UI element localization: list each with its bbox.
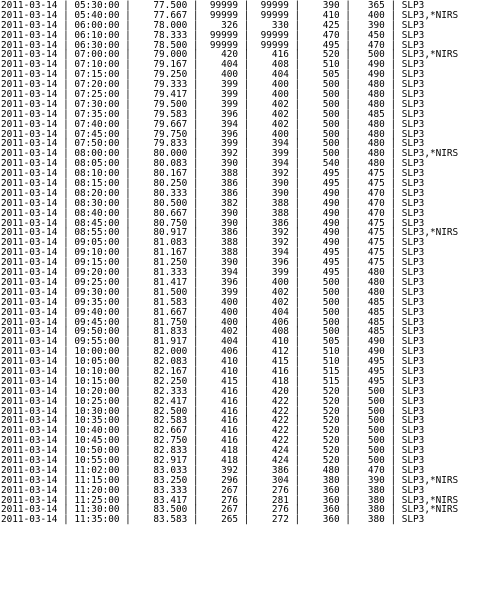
table-row: 2011-03-14 | 11:25:00 | 83.417 | 276 | 281 | 360 | 380 | SLP3,*NIRS — [1, 494, 459, 506]
table-row: 2011-03-14 | 11:15:00 | 83.250 | 296 | 304 | 380 | 390 | SLP3,*NIRS — [1, 474, 459, 486]
table-row: 2011-03-14 | 10:35:00 | 82.583 | 416 | 422 | 520 | 500 | SLP3 — [1, 415, 425, 427]
table-row: 2011-03-14 | 09:10:00 | 81.167 | 388 | 394 | 495 | 475 | SLP3 — [1, 247, 425, 259]
table-row: 2011-03-14 | 08:30:00 | 80.500 | 382 | 388 | 490 | 470 | SLP3 — [1, 197, 425, 209]
table-row: 2011-03-14 | 09:15:00 | 81.250 | 390 | 396 | 495 | 475 | SLP3 — [1, 257, 425, 269]
table-row: 2011-03-14 | 07:20:00 | 79.333 | 399 | 400 | 500 | 480 | SLP3 — [1, 79, 425, 91]
table-row: 2011-03-14 | 06:00:00 | 78.000 | 326 | 330 | 425 | 390 | SLP3 — [1, 19, 425, 31]
table-row: 2011-03-14 | 10:50:00 | 82.833 | 418 | 424 | 520 | 500 | SLP3 — [1, 445, 425, 457]
table-row: 2011-03-14 | 10:30:00 | 82.500 | 416 | 422 | 520 | 500 | SLP3 — [1, 405, 425, 417]
table-row: 2011-03-14 | 10:55:00 | 82.917 | 418 | 424 | 520 | 500 | SLP3 — [1, 454, 425, 466]
table-row: 2011-03-14 | 08:00:00 | 80.000 | 392 | 399 | 500 | 480 | SLP3,*NIRS — [1, 148, 459, 160]
table-row: 2011-03-14 | 09:30:00 | 81.500 | 399 | 402 | 500 | 480 | SLP3 — [1, 286, 425, 298]
table-row: 2011-03-14 | 08:45:00 | 80.750 | 390 | 386 | 490 | 475 | SLP3 — [1, 217, 425, 229]
table-row: 2011-03-14 | 08:15:00 | 80.250 | 386 | 390 | 495 | 475 | SLP3 — [1, 178, 425, 190]
table-row: 2011-03-14 | 06:30:00 | 78.500 | 99999 | 99999 | 495 | 470 | SLP3 — [1, 39, 425, 51]
table-row: 2011-03-14 | 07:25:00 | 79.417 | 399 | 400 | 500 | 480 | SLP3 — [1, 89, 425, 101]
table-row: 2011-03-14 | 07:15:00 | 79.250 | 400 | 404 | 505 | 490 | SLP3 — [1, 69, 425, 81]
table-row: 2011-03-14 | 08:55:00 | 80.917 | 386 | 392 | 490 | 475 | SLP3,*NIRS — [1, 227, 459, 239]
table-row: 2011-03-14 | 10:25:00 | 82.417 | 416 | 422 | 520 | 500 | SLP3 — [1, 395, 425, 407]
table-row: 2011-03-14 | 07:45:00 | 79.750 | 396 | 400 | 500 | 480 | SLP3 — [1, 128, 425, 140]
table-row: 2011-03-14 | 10:40:00 | 82.667 | 416 | 422 | 520 | 500 | SLP3 — [1, 425, 425, 437]
table-row: 2011-03-14 | 10:15:00 | 82.250 | 415 | 418 | 515 | 495 | SLP3 — [1, 375, 425, 387]
table-row: 2011-03-14 | 07:00:00 | 79.000 | 420 | 416 | 520 | 500 | SLP3,*NIRS — [1, 49, 459, 61]
table-row: 2011-03-14 | 07:35:00 | 79.583 | 396 | 402 | 500 | 485 | SLP3 — [1, 108, 425, 120]
table-row: 2011-03-14 | 11:30:00 | 83.500 | 267 | 276 | 360 | 380 | SLP3,*NIRS — [1, 504, 459, 516]
table-row: 2011-03-14 | 09:40:00 | 81.667 | 400 | 404 | 500 | 485 | SLP3 — [1, 306, 425, 318]
table-row: 2011-03-14 | 11:20:00 | 83.333 | 267 | 276 | 360 | 380 | SLP3 — [1, 484, 425, 496]
table-row: 2011-03-14 | 10:20:00 | 82.333 | 416 | 420 | 520 | 500 | SLP3 — [1, 385, 425, 397]
table-row: 2011-03-14 | 10:10:00 | 82.167 | 410 | 416 | 515 | 495 | SLP3 — [1, 365, 425, 377]
table-row: 2011-03-14 | 09:25:00 | 81.417 | 396 | 400 | 500 | 480 | SLP3 — [1, 276, 425, 288]
table-row: 2011-03-14 | 08:05:00 | 80.083 | 390 | 394 | 540 | 480 | SLP3 — [1, 158, 425, 170]
table-row: 2011-03-14 | 09:05:00 | 81.083 | 388 | 392 | 490 | 475 | SLP3 — [1, 237, 425, 249]
table-row: 2011-03-14 | 09:35:00 | 81.583 | 400 | 402 | 500 | 485 | SLP3 — [1, 296, 425, 308]
table-row: 2011-03-14 | 07:40:00 | 79.667 | 394 | 402 | 500 | 480 | SLP3 — [1, 118, 425, 130]
table-row: 2011-03-14 | 11:02:00 | 83.033 | 392 | 386 | 480 | 470 | SLP3 — [1, 464, 425, 476]
table-row: 2011-03-14 | 08:10:00 | 80.167 | 388 | 392 | 495 | 475 | SLP3 — [1, 168, 425, 180]
table-row: 2011-03-14 | 08:40:00 | 80.667 | 390 | 388 | 490 | 470 | SLP3 — [1, 207, 425, 219]
table-row: 2011-03-14 | 09:20:00 | 81.333 | 394 | 399 | 495 | 480 | SLP3 — [1, 267, 425, 279]
table-row: 2011-03-14 | 09:55:00 | 81.917 | 404 | 410 | 505 | 490 | SLP3 — [1, 336, 425, 348]
table-row: 2011-03-14 | 11:35:00 | 83.583 | 265 | 272 | 360 | 380 | SLP3 — [1, 514, 425, 526]
table-row: 2011-03-14 | 09:45:00 | 81.750 | 400 | 406 | 500 | 485 | SLP3 — [1, 316, 425, 328]
table-row: 2011-03-14 | 10:00:00 | 82.000 | 406 | 412 | 510 | 490 | SLP3 — [1, 346, 425, 358]
table-row: 2011-03-14 | 07:50:00 | 79.833 | 399 | 394 | 500 | 480 | SLP3 — [1, 138, 425, 150]
table-row: 2011-03-14 | 05:30:00 | 77.500 | 99999 | 99999 | 390 | 365 | SLP3 — [1, 0, 425, 11]
table-row: 2011-03-14 | 09:50:00 | 81.833 | 402 | 408 | 500 | 485 | SLP3 — [1, 326, 425, 338]
table-row: 2011-03-14 | 07:30:00 | 79.500 | 399 | 402 | 500 | 480 | SLP3 — [1, 98, 425, 110]
table-row: 2011-03-14 | 05:40:00 | 77.667 | 99999 | 99999 | 410 | 400 | SLP3,*NIRS — [1, 9, 459, 21]
table-row: 2011-03-14 | 08:20:00 | 80.333 | 386 | 390 | 490 | 470 | SLP3 — [1, 187, 425, 199]
table-row: 2011-03-14 | 07:10:00 | 79.167 | 404 | 408 | 510 | 490 | SLP3 — [1, 59, 425, 71]
table-row: 2011-03-14 | 06:10:00 | 78.333 | 99999 | 99999 | 470 | 450 | SLP3 — [1, 29, 425, 41]
table-row: 2011-03-14 | 10:05:00 | 82.083 | 410 | 415 | 510 | 495 | SLP3 — [1, 356, 425, 368]
table-row: 2011-03-14 | 10:45:00 | 82.750 | 416 | 422 | 520 | 500 | SLP3 — [1, 435, 425, 447]
